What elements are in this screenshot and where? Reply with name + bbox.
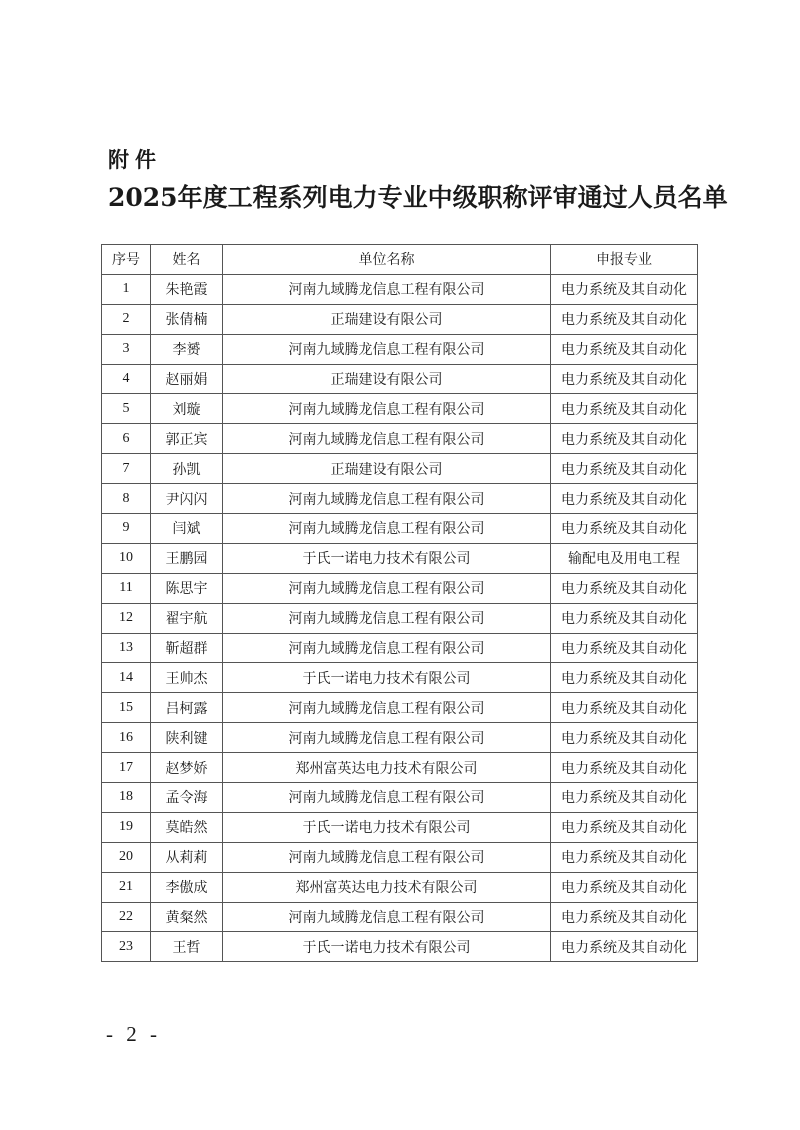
cell-name: 郭正宾 [151, 424, 223, 454]
cell-major: 电力系统及其自动化 [551, 364, 698, 394]
cell-organization: 河南九域腾龙信息工程有限公司 [223, 603, 551, 633]
attachment-label: 附件 [108, 148, 162, 172]
table-row [102, 424, 698, 454]
cell-major: 电力系统及其自动化 [551, 304, 698, 334]
cell-organization: 正瑞建设有限公司 [223, 304, 551, 334]
cell-name: 陈思宇 [151, 573, 223, 603]
cell-serial-number: 20 [102, 842, 151, 872]
cell-name: 李傲成 [151, 872, 223, 902]
cell-serial-number: 14 [102, 663, 151, 693]
table-row [102, 663, 698, 693]
table-row [102, 693, 698, 723]
cell-organization: 于氏一诺电力技术有限公司 [223, 812, 551, 842]
cell-major: 电力系统及其自动化 [551, 812, 698, 842]
cell-serial-number: 5 [102, 394, 151, 424]
cell-name: 尹闪闪 [151, 484, 223, 514]
cell-name: 陕利键 [151, 723, 223, 753]
cell-organization: 河南九域腾龙信息工程有限公司 [223, 573, 551, 603]
cell-serial-number: 6 [102, 424, 151, 454]
cell-major: 电力系统及其自动化 [551, 872, 698, 902]
cell-serial-number: 9 [102, 514, 151, 544]
table-body [102, 274, 698, 961]
cell-major: 电力系统及其自动化 [551, 693, 698, 723]
cell-major: 电力系统及其自动化 [551, 514, 698, 544]
cell-serial-number: 18 [102, 783, 151, 813]
cell-serial-number: 21 [102, 872, 151, 902]
table-row [102, 394, 698, 424]
cell-name: 赵梦娇 [151, 753, 223, 783]
table-row [102, 842, 698, 872]
table-row [102, 274, 698, 304]
cell-major: 电力系统及其自动化 [551, 334, 698, 364]
cell-major: 电力系统及其自动化 [551, 753, 698, 783]
cell-serial-number: 11 [102, 573, 151, 603]
cell-name: 王哲 [151, 932, 223, 962]
cell-major: 电力系统及其自动化 [551, 454, 698, 484]
cell-name: 孟令海 [151, 783, 223, 813]
table-row [102, 364, 698, 394]
cell-organization: 河南九域腾龙信息工程有限公司 [223, 633, 551, 663]
cell-serial-number: 3 [102, 334, 151, 364]
header-serial-number: 序号 [102, 245, 151, 275]
cell-major: 电力系统及其自动化 [551, 633, 698, 663]
cell-major: 电力系统及其自动化 [551, 783, 698, 813]
cell-major: 电力系统及其自动化 [551, 902, 698, 932]
table-row [102, 304, 698, 334]
table-row [102, 334, 698, 364]
cell-name: 翟宇航 [151, 603, 223, 633]
approved-personnel-table [101, 244, 698, 962]
cell-name: 李赟 [151, 334, 223, 364]
cell-name: 闫斌 [151, 514, 223, 544]
table-row [102, 514, 698, 544]
cell-name: 靳超群 [151, 633, 223, 663]
cell-organization: 郑州富英达电力技术有限公司 [223, 872, 551, 902]
cell-major: 电力系统及其自动化 [551, 274, 698, 304]
cell-name: 朱艳霞 [151, 274, 223, 304]
cell-name: 吕柯露 [151, 693, 223, 723]
cell-serial-number: 17 [102, 753, 151, 783]
cell-major: 电力系统及其自动化 [551, 842, 698, 872]
cell-name: 赵丽娟 [151, 364, 223, 394]
cell-serial-number: 2 [102, 304, 151, 334]
cell-organization: 河南九域腾龙信息工程有限公司 [223, 394, 551, 424]
table-row [102, 872, 698, 902]
cell-organization: 于氏一诺电力技术有限公司 [223, 543, 551, 573]
cell-organization: 正瑞建设有限公司 [223, 364, 551, 394]
cell-serial-number: 1 [102, 274, 151, 304]
cell-serial-number: 12 [102, 603, 151, 633]
cell-name: 莫皓然 [151, 812, 223, 842]
header-major: 申报专业 [551, 245, 698, 275]
page-number: - 2 - [106, 1022, 161, 1046]
cell-major: 输配电及用电工程 [551, 543, 698, 573]
cell-serial-number: 15 [102, 693, 151, 723]
cell-major: 电力系统及其自动化 [551, 663, 698, 693]
cell-organization: 于氏一诺电力技术有限公司 [223, 663, 551, 693]
cell-organization: 河南九域腾龙信息工程有限公司 [223, 424, 551, 454]
cell-organization: 河南九域腾龙信息工程有限公司 [223, 334, 551, 364]
cell-name: 张倩楠 [151, 304, 223, 334]
cell-organization: 河南九域腾龙信息工程有限公司 [223, 693, 551, 723]
cell-organization: 郑州富英达电力技术有限公司 [223, 753, 551, 783]
cell-organization: 河南九域腾龙信息工程有限公司 [223, 274, 551, 304]
cell-organization: 河南九域腾龙信息工程有限公司 [223, 484, 551, 514]
cell-serial-number: 8 [102, 484, 151, 514]
cell-major: 电力系统及其自动化 [551, 723, 698, 753]
table-row [102, 902, 698, 932]
table-row [102, 454, 698, 484]
cell-organization: 正瑞建设有限公司 [223, 454, 551, 484]
cell-organization: 于氏一诺电力技术有限公司 [223, 932, 551, 962]
cell-name: 王帅杰 [151, 663, 223, 693]
cell-serial-number: 23 [102, 932, 151, 962]
document-title: 2025年度工程系列电力专业中级职称评审通过人员名单 [108, 183, 728, 212]
cell-serial-number: 4 [102, 364, 151, 394]
cell-organization: 河南九域腾龙信息工程有限公司 [223, 723, 551, 753]
cell-name: 王鹏园 [151, 543, 223, 573]
cell-major: 电力系统及其自动化 [551, 603, 698, 633]
cell-serial-number: 22 [102, 902, 151, 932]
table-header-row [102, 245, 698, 275]
table-row [102, 603, 698, 633]
cell-major: 电力系统及其自动化 [551, 394, 698, 424]
table-row [102, 812, 698, 842]
cell-serial-number: 16 [102, 723, 151, 753]
table-row [102, 633, 698, 663]
cell-name: 从莉莉 [151, 842, 223, 872]
cell-major: 电力系统及其自动化 [551, 424, 698, 454]
table-row [102, 543, 698, 573]
cell-serial-number: 13 [102, 633, 151, 663]
cell-name: 孙凯 [151, 454, 223, 484]
cell-name: 黄粲然 [151, 902, 223, 932]
cell-organization: 河南九域腾龙信息工程有限公司 [223, 514, 551, 544]
header-organization: 单位名称 [223, 245, 551, 275]
cell-organization: 河南九域腾龙信息工程有限公司 [223, 783, 551, 813]
cell-major: 电力系统及其自动化 [551, 573, 698, 603]
header-name: 姓名 [151, 245, 223, 275]
cell-serial-number: 19 [102, 812, 151, 842]
cell-organization: 河南九域腾龙信息工程有限公司 [223, 842, 551, 872]
table-row [102, 753, 698, 783]
table-row [102, 783, 698, 813]
table-row [102, 484, 698, 514]
cell-serial-number: 10 [102, 543, 151, 573]
table-row [102, 932, 698, 962]
table-row [102, 723, 698, 753]
table-row [102, 573, 698, 603]
cell-organization: 河南九域腾龙信息工程有限公司 [223, 902, 551, 932]
cell-name: 刘璇 [151, 394, 223, 424]
cell-major: 电力系统及其自动化 [551, 484, 698, 514]
cell-major: 电力系统及其自动化 [551, 932, 698, 962]
cell-serial-number: 7 [102, 454, 151, 484]
